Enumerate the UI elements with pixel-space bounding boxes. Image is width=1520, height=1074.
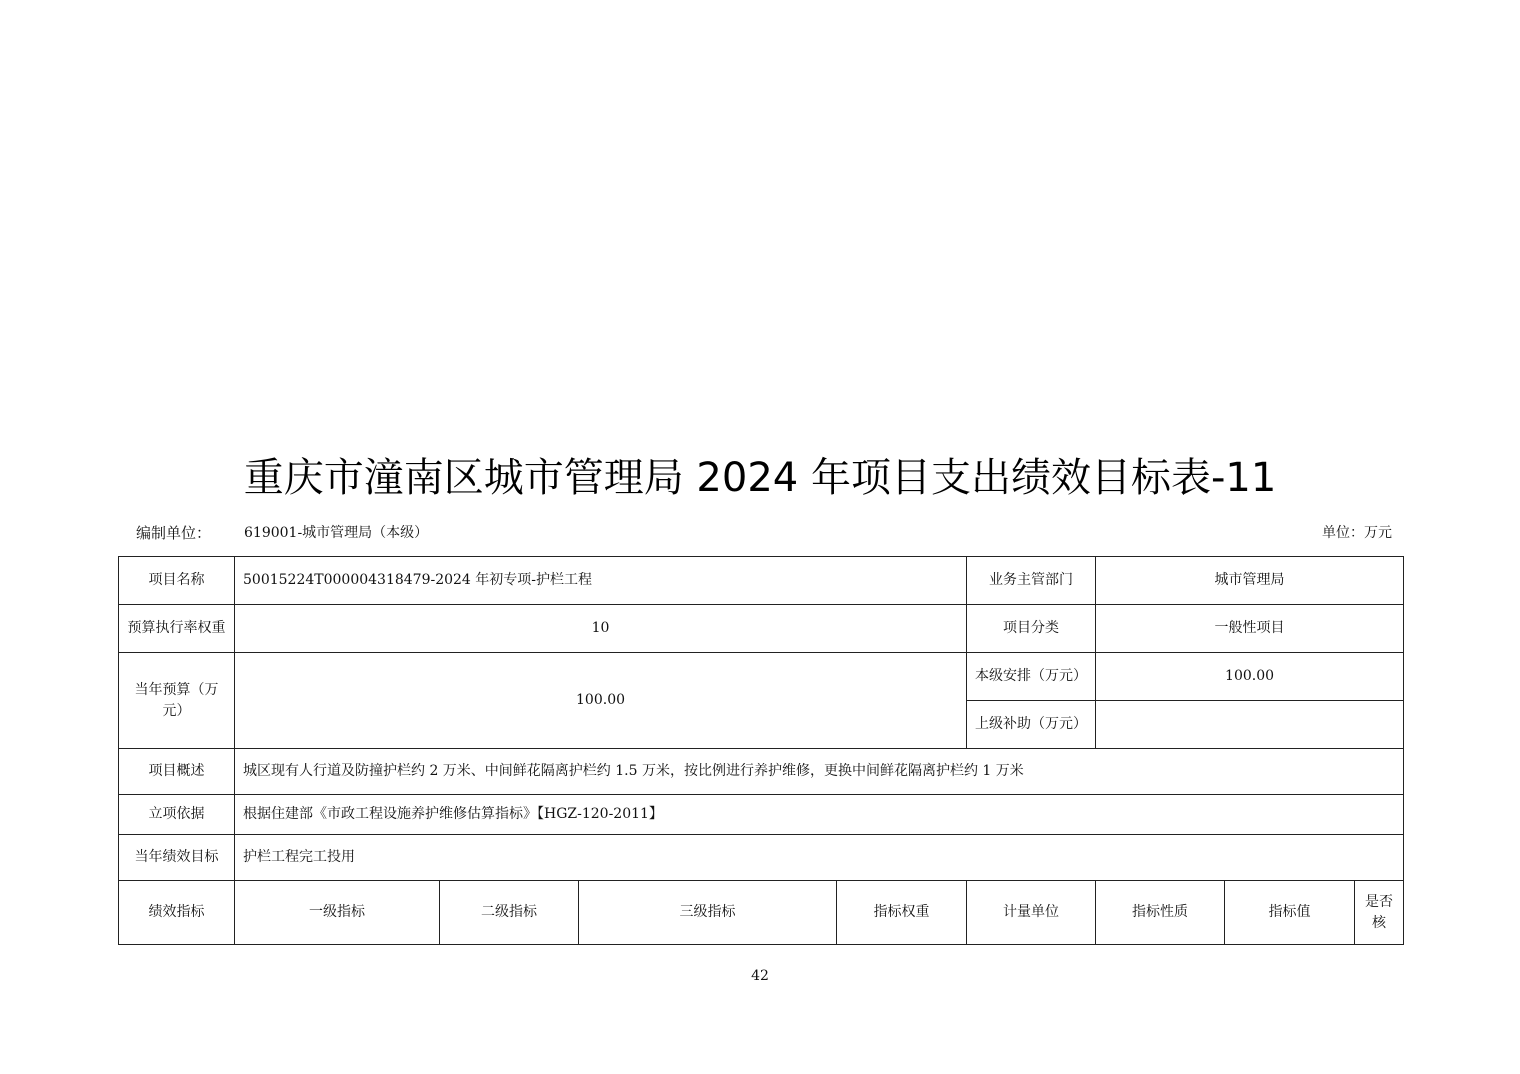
performance-target-table — [118, 556, 1404, 945]
overview-value: 城区现有人行道及防撞护栏约 2 万米、中间鲜花隔离护栏约 1.5 万米，按比例进行养护维修，更换中间鲜花隔离护栏约 1 万米 — [235, 749, 1404, 795]
dept-label: 业务主管部门 — [967, 557, 1096, 605]
indicator-header: 三级指标 — [579, 881, 837, 945]
page-number: 42 — [751, 968, 769, 984]
budget-value: 100.00 — [235, 653, 967, 749]
prep-unit-value: 619001-城市管理局（本级） — [244, 525, 429, 541]
money-unit: 单位：万元 — [1322, 525, 1392, 541]
indicator-header: 二级指标 — [440, 881, 579, 945]
category-label: 项目分类 — [967, 605, 1096, 653]
local-label: 本级安排（万元） — [967, 653, 1096, 701]
table-row — [119, 835, 1404, 881]
table-row — [119, 795, 1404, 835]
goal-value: 护栏工程完工投用 — [235, 835, 1404, 881]
table-row — [119, 653, 1404, 701]
basis-label: 立项依据 — [119, 795, 235, 835]
table-row — [119, 605, 1404, 653]
indicator-header: 一级指标 — [235, 881, 440, 945]
indicator-header: 是否核 — [1355, 881, 1404, 945]
project-name-value: 50015224T000004318479-2024 年初专项-护栏工程 — [235, 557, 967, 605]
project-name-label: 项目名称 — [119, 557, 235, 605]
table-row — [119, 557, 1404, 605]
overview-label: 项目概述 — [119, 749, 235, 795]
indicator-header: 指标性质 — [1096, 881, 1225, 945]
basis-value: 根据住建部《市政工程设施养护维修估算指标》【HGZ-120-2011】 — [235, 795, 1404, 835]
goal-label: 当年绩效目标 — [119, 835, 235, 881]
exec-weight-label: 预算执行率权重 — [119, 605, 235, 653]
indicator-header: 指标权重 — [837, 881, 967, 945]
budget-label: 当年预算（万元） — [119, 653, 235, 749]
category-value: 一般性项目 — [1096, 605, 1404, 653]
exec-weight-value: 10 — [235, 605, 967, 653]
upper-label: 上级补助（万元） — [967, 701, 1096, 749]
local-value: 100.00 — [1096, 653, 1404, 701]
indicator-header: 计量单位 — [967, 881, 1096, 945]
indicator-header-row — [119, 881, 1404, 945]
dept-value: 城市管理局 — [1096, 557, 1404, 605]
prep-unit-label: 编制单位： — [136, 524, 212, 542]
table-row — [119, 749, 1404, 795]
upper-value — [1096, 701, 1404, 749]
indicator-header: 绩效指标 — [119, 881, 235, 945]
page-title: 重庆市潼南区城市管理局 2024 年项目支出绩效目标表-11 — [243, 455, 1277, 501]
indicator-header: 指标值 — [1225, 881, 1355, 945]
